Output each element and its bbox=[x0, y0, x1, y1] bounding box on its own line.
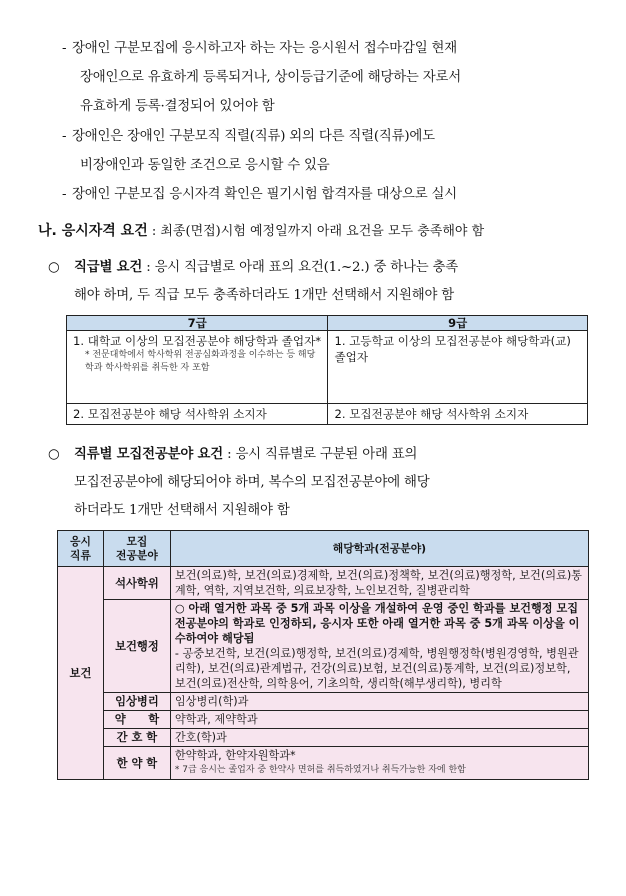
grade-req-title: 직급별 요건 bbox=[74, 260, 143, 275]
field-requirement bbox=[48, 441, 594, 525]
bullet-3 bbox=[62, 180, 592, 209]
field-table bbox=[57, 530, 589, 780]
bullet-line: 비장애인과 동일한 조건으로 응시할 수 있음 bbox=[80, 158, 330, 173]
field-content: 간호(학)과 bbox=[170, 729, 588, 747]
herbal-note: * 7급 응시는 졸업자 중 한약사 면허를 취득하였거나 취득가능한 자에 한함 bbox=[174, 765, 466, 775]
header-job-type: 응시 직류 bbox=[58, 531, 104, 567]
field-req-line1: : 응시 직류별로 구분된 아래 표의 bbox=[223, 447, 418, 462]
bullet-line: 유효하게 등록·결정되어 있어야 함 bbox=[80, 99, 275, 114]
grade-table bbox=[66, 315, 588, 425]
field-req-line3: 하더라도 1개만 선택해서 지원해야 함 bbox=[74, 503, 290, 518]
bullet-line: 장애인은 장애인 구분모직 직렬(직류) 외의 다른 직렬(직류)에도 bbox=[72, 129, 435, 144]
health-admin-subjects: - 공중보건학, 보건(의료)행정학, 보건(의료)경제학, 병원행정학(병원경영학, 병원관리학), 보건(의료)관계법규, 건강(의료)보험, 보건(의료)통계학, 보건(의료)정보학, 보건(의료)전산학, 의학용어, 기초의학, 생리학(해부생리학), 병리학 bbox=[174, 647, 579, 690]
grade-requirement bbox=[48, 254, 594, 310]
circle-mark: ○ bbox=[48, 447, 60, 462]
field-content bbox=[170, 600, 588, 693]
grade-7-note: * 전문대학에서 학사학위 전공심화과정을 이수하는 등 해당학과 학사학위를 취득한 자 포함 bbox=[85, 350, 316, 373]
grade-9-header: 9급 bbox=[328, 316, 588, 331]
field-name: 약 학 bbox=[103, 711, 170, 729]
field-name: 임상병리 bbox=[103, 693, 170, 711]
bullet-dash: - bbox=[62, 187, 67, 202]
section-heading bbox=[38, 216, 484, 247]
field-name: 한 약 학 bbox=[103, 747, 170, 780]
grade-9-item1-cell bbox=[328, 331, 588, 404]
grade-7-item1: 1. 대학교 이상의 모집전공분야 해당학과 졸업자* bbox=[73, 334, 322, 348]
header-field: 모집 전공분야 bbox=[103, 531, 170, 567]
field-content: 보건(의료)학, 보건(의료)경제학, 보건(의료)정책학, 보건(의료)행정학, 보건(의료)통계학, 역학, 지역보건학, 의료보장학, 노인보건학, 질병관리학 bbox=[170, 567, 588, 600]
grade-req-line1: : 응시 직급별로 아래 표의 요건(1.~2.) 중 하나는 충족 bbox=[142, 260, 459, 275]
section-label: 나. 응시자격 요건 bbox=[38, 223, 148, 239]
field-req-line2: 모집전공분야에 해당되어야 하며, 복수의 모집전공분야에 해당 bbox=[74, 475, 430, 490]
bullet-line: 장애인 구분모집에 응시하고자 하는 자는 응시원서 접수마감일 현재 bbox=[72, 41, 457, 56]
grade-9-item2: 2. 모집전공분야 해당 석사학위 소지자 bbox=[328, 404, 588, 425]
grade-9-item1: 1. 고등학교 이상의 모집전공분야 해당학과(교) 졸업자 bbox=[334, 334, 571, 364]
field-name: 간 호 학 bbox=[103, 729, 170, 747]
field-content: 약학과, 제약학과 bbox=[170, 711, 588, 729]
grade-7-item2: 2. 모집전공분야 해당 석사학위 소지자 bbox=[67, 404, 328, 425]
field-content bbox=[170, 747, 588, 780]
field-name: 석사학위 bbox=[103, 567, 170, 600]
bullet-1 bbox=[62, 34, 592, 121]
header-departments: 해당학과(전공분야) bbox=[170, 531, 588, 567]
field-content: 임상병리(학)과 bbox=[170, 693, 588, 711]
circle-mark: ○ bbox=[48, 260, 60, 275]
health-admin-intro: ○ 아래 열거한 과목 중 5개 과목 이상을 개설하여 운영 중인 학과를 보건행정 모집전공분야의 학과로 인정하되, 응시자 또한 아래 열거한 과목 중 5개 과목 이상을 이수하여야 해당됨 bbox=[174, 602, 580, 645]
grade-7-header: 7급 bbox=[67, 316, 328, 331]
bullet-line: 장애인으로 유효하게 등록되거나, 상이등급기준에 해당하는 자로서 bbox=[80, 70, 461, 85]
bullet-dash: - bbox=[62, 41, 67, 56]
category-cell: 보건 bbox=[58, 567, 104, 780]
bullet-line: 장애인 구분모집 응시자격 확인은 필기시험 합격자를 대상으로 실시 bbox=[72, 187, 457, 202]
section-desc: : 최종(면접)시험 예정일까지 아래 요건을 모두 충족해야 함 bbox=[147, 224, 485, 239]
grade-req-line2: 해야 하며, 두 직급 모두 충족하더라도 1개만 선택해서 지원해야 함 bbox=[74, 288, 455, 303]
field-req-title: 직류별 모집전공분야 요건 bbox=[74, 447, 224, 462]
bullet-dash: - bbox=[62, 129, 67, 144]
grade-7-item1-cell bbox=[67, 331, 328, 404]
herbal-content: 한약학과, 한약자원학과* bbox=[174, 749, 296, 762]
bullet-2 bbox=[62, 122, 592, 180]
field-name: 보건행정 bbox=[103, 600, 170, 693]
